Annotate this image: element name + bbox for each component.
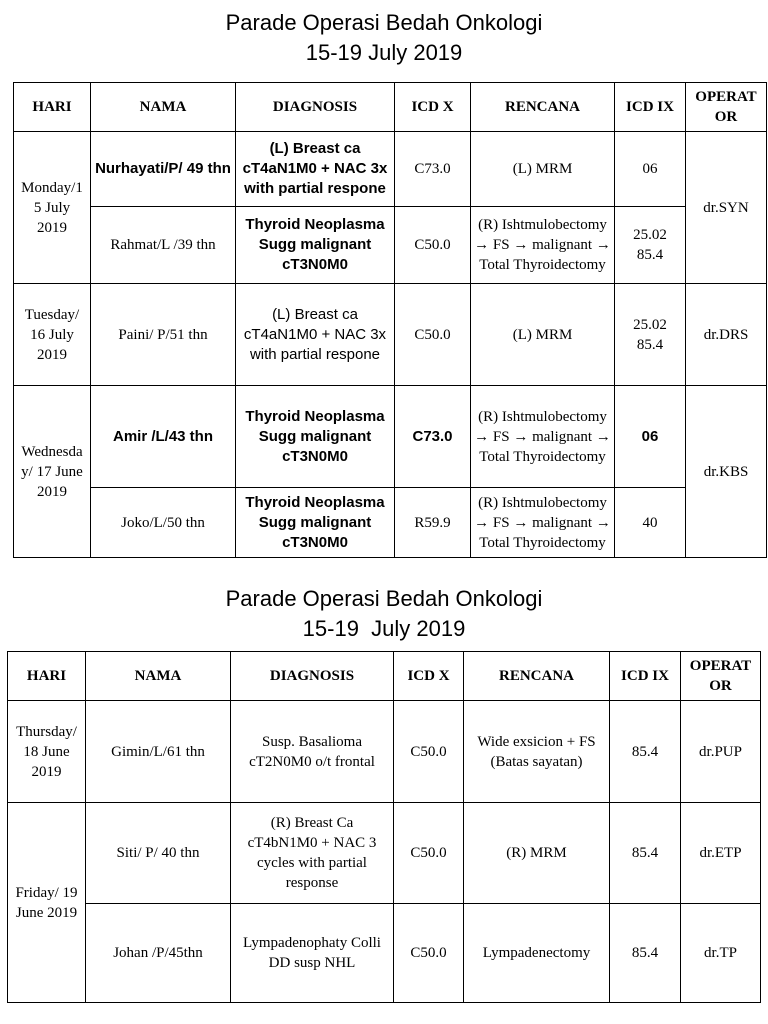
rencana-cell: (R) Ishtmulobectomy → FS → malignant → Total Thyroidectomy: [471, 386, 615, 488]
rencana-cell: (R) Ishtmulobectomy → FS → malignant → Total Thyroidectomy: [471, 488, 615, 558]
diagnosis-cell: Susp. Basalioma cT2N0M0 o/t frontal: [231, 701, 394, 803]
diagnosis-cell: Thyroid Neoplasma Sugg malignant cT3N0M0: [236, 386, 395, 488]
day-cell-thursday: Thursday/ 18 June 2019: [8, 701, 86, 803]
table-row: [14, 488, 767, 558]
patient-name: Nurhayati/P/ 49 thn: [91, 132, 236, 207]
header-icd-x: ICD X: [394, 652, 464, 701]
table-header-row: [14, 83, 767, 132]
rencana-cell: (L) MRM: [471, 284, 615, 386]
operator-cell-drs: dr.DRS: [686, 284, 767, 386]
icd-x-cell: C50.0: [395, 284, 471, 386]
icd-x-cell: C50.0: [394, 701, 464, 803]
header-operator: OPERAT OR: [681, 652, 761, 701]
operator-cell-syn: dr.SYN: [686, 132, 767, 284]
title-1-line-1: Parade Operasi Bedah Onkologi: [225, 10, 543, 35]
table-header-row: [8, 652, 761, 701]
icd-ix-cell: 06: [615, 132, 686, 207]
patient-name: Joko/L/50 thn: [91, 488, 236, 558]
header-diagnosis: DIAGNOSIS: [236, 83, 395, 132]
patient-name: Gimin/L/61 thn: [86, 701, 231, 803]
header-rencana: RENCANA: [471, 83, 615, 132]
patient-name: Amir /L/43 thn: [91, 386, 236, 488]
diagnosis-cell: Thyroid Neoplasma Sugg malignant cT3N0M0: [236, 207, 395, 284]
header-nama: NAMA: [86, 652, 231, 701]
day-cell-wednesday: Wednesda y/ 17 June 2019: [14, 386, 91, 558]
header-icd-ix: ICD IX: [610, 652, 681, 701]
table-row: [8, 701, 761, 803]
table-row: [14, 386, 767, 488]
title-1-line-2: 15-19 July 2019: [305, 40, 463, 65]
rencana-cell: Wide exsicion + FS (Batas sayatan): [464, 701, 610, 803]
table-row: [14, 132, 767, 207]
icd-ix-cell: 25.02 85.4: [615, 207, 686, 284]
icd-x-cell: R59.9: [395, 488, 471, 558]
patient-name: Rahmat/L /39 thn: [91, 207, 236, 284]
rencana-cell: (R) MRM: [464, 803, 610, 904]
page-title-1: [0, 8, 768, 68]
icd-x-cell: C50.0: [394, 803, 464, 904]
header-rencana: RENCANA: [464, 652, 610, 701]
header-nama: NAMA: [91, 83, 236, 132]
schedule-table-1: [13, 82, 767, 558]
icd-ix-cell: 85.4: [610, 701, 681, 803]
patient-name: Johan /P/45thn: [86, 904, 231, 1003]
rencana-cell: Lympadenectomy: [464, 904, 610, 1003]
icd-x-cell: C50.0: [394, 904, 464, 1003]
icd-x-cell: C73.0: [395, 386, 471, 488]
operator-cell: dr.PUP: [681, 701, 761, 803]
table-row: [8, 803, 761, 904]
icd-ix-cell: 25.02 85.4: [615, 284, 686, 386]
patient-name: Paini/ P/51 thn: [91, 284, 236, 386]
header-diagnosis: DIAGNOSIS: [231, 652, 394, 701]
diagnosis-cell: (R) Breast Ca cT4bN1M0 + NAC 3 cycles with partial response: [231, 803, 394, 904]
header-hari: HARI: [8, 652, 86, 701]
icd-ix-cell: 85.4: [610, 904, 681, 1003]
header-icd-ix: ICD IX: [615, 83, 686, 132]
table-row: [14, 207, 767, 284]
header-hari: HARI: [14, 83, 91, 132]
icd-x-cell: C73.0: [395, 132, 471, 207]
day-cell-tuesday: Tuesday/ 16 July 2019: [14, 284, 91, 386]
day-cell-friday: Friday/ 19 June 2019: [8, 803, 86, 1003]
icd-ix-cell: 40: [615, 488, 686, 558]
header-icd-x: ICD X: [395, 83, 471, 132]
icd-ix-cell: 06: [615, 386, 686, 488]
page-title-2: [0, 584, 768, 644]
operator-cell-kbs: dr.KBS: [686, 386, 767, 558]
day-cell-monday: Monday/1 5 July 2019: [14, 132, 91, 284]
title-2-line-1: Parade Operasi Bedah Onkologi: [225, 586, 543, 611]
title-2-line-2: 15-19 July 2019: [302, 616, 466, 641]
schedule-table-2: [7, 651, 761, 1003]
header-operator: OPERAT OR: [686, 83, 767, 132]
diagnosis-cell: Thyroid Neoplasma Sugg malignant cT3N0M0: [236, 488, 395, 558]
icd-x-cell: C50.0: [395, 207, 471, 284]
table-row: [8, 904, 761, 1003]
diagnosis-cell: (L) Breast ca cT4aN1M0 + NAC 3x with partial respone: [236, 284, 395, 386]
rencana-cell: (L) MRM: [471, 132, 615, 207]
diagnosis-cell: (L) Breast ca cT4aN1M0 + NAC 3x with partial respone: [236, 132, 395, 207]
operator-cell: dr.TP: [681, 904, 761, 1003]
table-row: [14, 284, 767, 386]
icd-ix-cell: 85.4: [610, 803, 681, 904]
diagnosis-cell: Lympadenophaty Colli DD susp NHL: [231, 904, 394, 1003]
rencana-cell: (R) Ishtmulobectomy → FS → malignant → Total Thyroidectomy: [471, 207, 615, 284]
operator-cell: dr.ETP: [681, 803, 761, 904]
patient-name: Siti/ P/ 40 thn: [86, 803, 231, 904]
